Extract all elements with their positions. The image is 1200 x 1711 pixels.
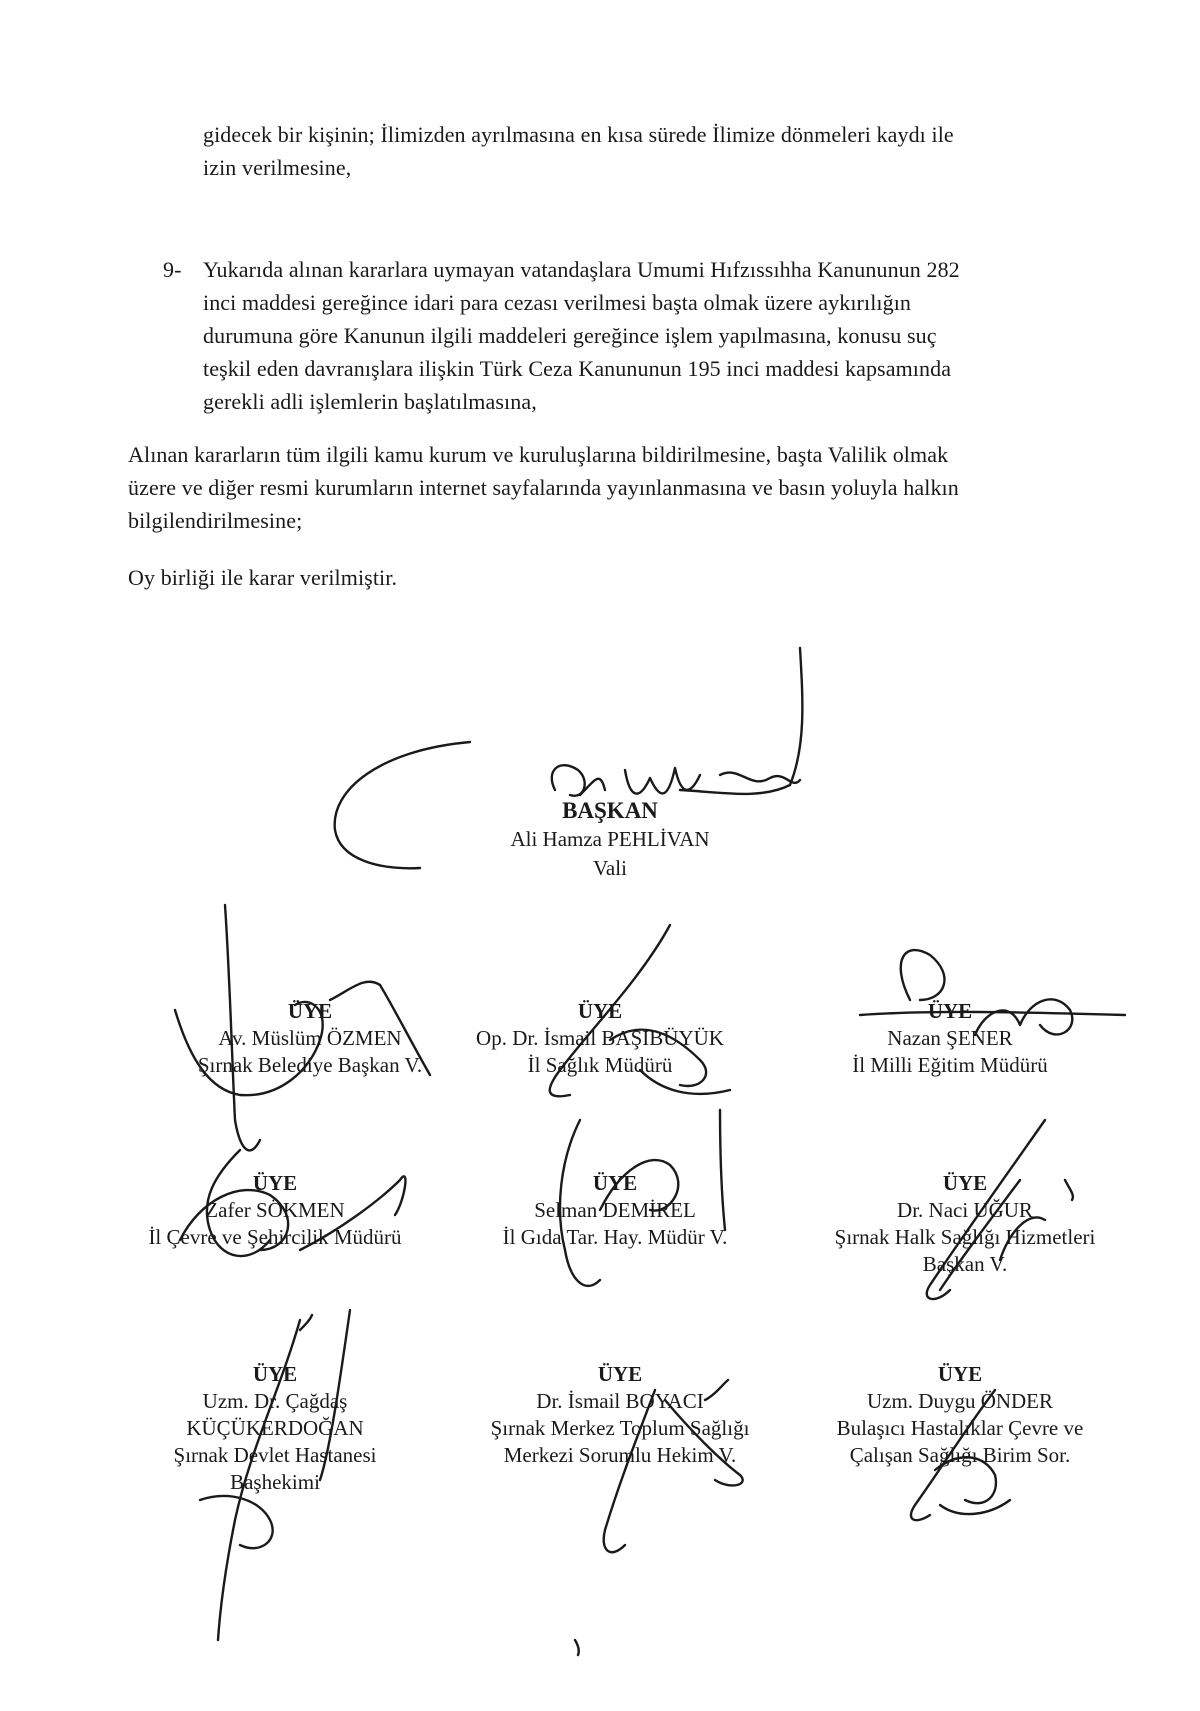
text-line: teşkil eden davranışlara ilişkin Türk Ceza Kanununun 195 inci maddesi kapsamında bbox=[203, 356, 952, 381]
member-block bbox=[115, 1361, 435, 1496]
member-title: ÜYE bbox=[577, 999, 623, 1023]
member-role: Çalışan Sağlığı Birim Sor. bbox=[849, 1443, 1071, 1467]
member-name: KÜÇÜKERDOĞAN bbox=[186, 1416, 364, 1440]
text-line: üzere ve diğer resmi kurumların internet sayfalarında yayınlanmasına ve basın yoluyla halkın bbox=[128, 475, 959, 500]
member-role: Şırnak Halk Sağlığı Hizmetleri bbox=[834, 1225, 1096, 1249]
member-title: ÜYE bbox=[287, 999, 333, 1023]
member-title: ÜYE bbox=[937, 1362, 983, 1386]
member-role: İl Milli Eğitim Müdürü bbox=[852, 1053, 1048, 1077]
president-title: BAŞKAN bbox=[562, 798, 658, 823]
member-name: Dr. Naci UĞUR bbox=[897, 1198, 1033, 1222]
item-number: 9- bbox=[163, 257, 182, 282]
text-line: inci maddesi gereğince idari para cezası verilmesi başta olmak üzere aykırılığın bbox=[203, 290, 912, 315]
member-name: Zafer SÖKMEN bbox=[205, 1198, 345, 1222]
member-block bbox=[810, 1170, 1120, 1278]
member-block bbox=[120, 1170, 430, 1251]
member-role: Merkezi Sorumlu Hekim V. bbox=[503, 1443, 737, 1467]
president-role: Vali bbox=[593, 856, 627, 880]
member-block bbox=[175, 998, 445, 1079]
paragraph-continuation bbox=[203, 118, 954, 184]
member-title: ÜYE bbox=[927, 999, 973, 1023]
member-name: Nazan ŞENER bbox=[887, 1026, 1013, 1050]
member-role: İl Çevre ve Şehircilik Müdürü bbox=[148, 1225, 402, 1249]
text-line: gerekli adli işlemlerin başlatılmasına, bbox=[203, 389, 537, 414]
member-role: Şırnak Merkez Toplum Sağlığı bbox=[490, 1416, 750, 1440]
closing-paragraph bbox=[128, 438, 959, 537]
member-block bbox=[455, 998, 745, 1079]
member-block bbox=[470, 1361, 770, 1469]
member-role: İl Sağlık Müdürü bbox=[527, 1053, 673, 1077]
member-name: Op. Dr. İsmail BAŞIBÜYÜK bbox=[476, 1026, 724, 1050]
member-title: ÜYE bbox=[942, 1171, 988, 1195]
text-line: izin verilmesine, bbox=[203, 155, 352, 180]
text-line: gidecek bir kişinin; İlimizden ayrılmasına en kısa sürede İlimize dönmeleri kaydı ile bbox=[203, 122, 954, 147]
member-title: ÜYE bbox=[597, 1362, 643, 1386]
member-name: Uzm. Duygu ÖNDER bbox=[866, 1389, 1054, 1413]
member-name: Uzm. Dr. Çağdaş bbox=[202, 1389, 348, 1413]
member-block bbox=[810, 1361, 1110, 1469]
member-block bbox=[820, 998, 1080, 1079]
member-name: Av. Müslüm ÖZMEN bbox=[218, 1026, 402, 1050]
member-block bbox=[470, 1170, 760, 1251]
member-name: Dr. İsmail BOYACI bbox=[536, 1389, 704, 1413]
president-block bbox=[480, 796, 740, 883]
member-title: ÜYE bbox=[592, 1171, 638, 1195]
member-title: ÜYE bbox=[252, 1171, 298, 1195]
member-role: Başkan V. bbox=[922, 1252, 1008, 1276]
president-name: Ali Hamza PEHLİVAN bbox=[510, 827, 710, 851]
member-role: Şırnak Belediye Başkan V. bbox=[197, 1053, 423, 1077]
member-role: Bulaşıcı Hastalıklar Çevre ve bbox=[836, 1416, 1084, 1440]
item-9-text bbox=[203, 253, 960, 418]
member-role: Başhekimi bbox=[230, 1470, 320, 1494]
text-line: durumuna göre Kanunun ilgili maddeleri gereğince işlem yapılmasına, konusu suç bbox=[203, 323, 937, 348]
member-role: İl Gıda Tar. Hay. Müdür V. bbox=[502, 1225, 728, 1249]
member-name: Selman DEMİREL bbox=[534, 1198, 696, 1222]
text-line: bilgilendirilmesine; bbox=[128, 508, 303, 533]
member-role: Şırnak Devlet Hastanesi bbox=[173, 1443, 377, 1467]
text-line: Yukarıda alınan kararlara uymayan vatandaşlara Umumi Hıfzıssıhha Kanununun 282 bbox=[203, 257, 960, 282]
member-title: ÜYE bbox=[252, 1362, 298, 1386]
decision-line: Oy birliği ile karar verilmiştir. bbox=[128, 565, 398, 590]
text-line: Alınan kararların tüm ilgili kamu kurum ve kuruluşlarına bildirilmesine, başta Valilik olmak bbox=[128, 442, 949, 467]
